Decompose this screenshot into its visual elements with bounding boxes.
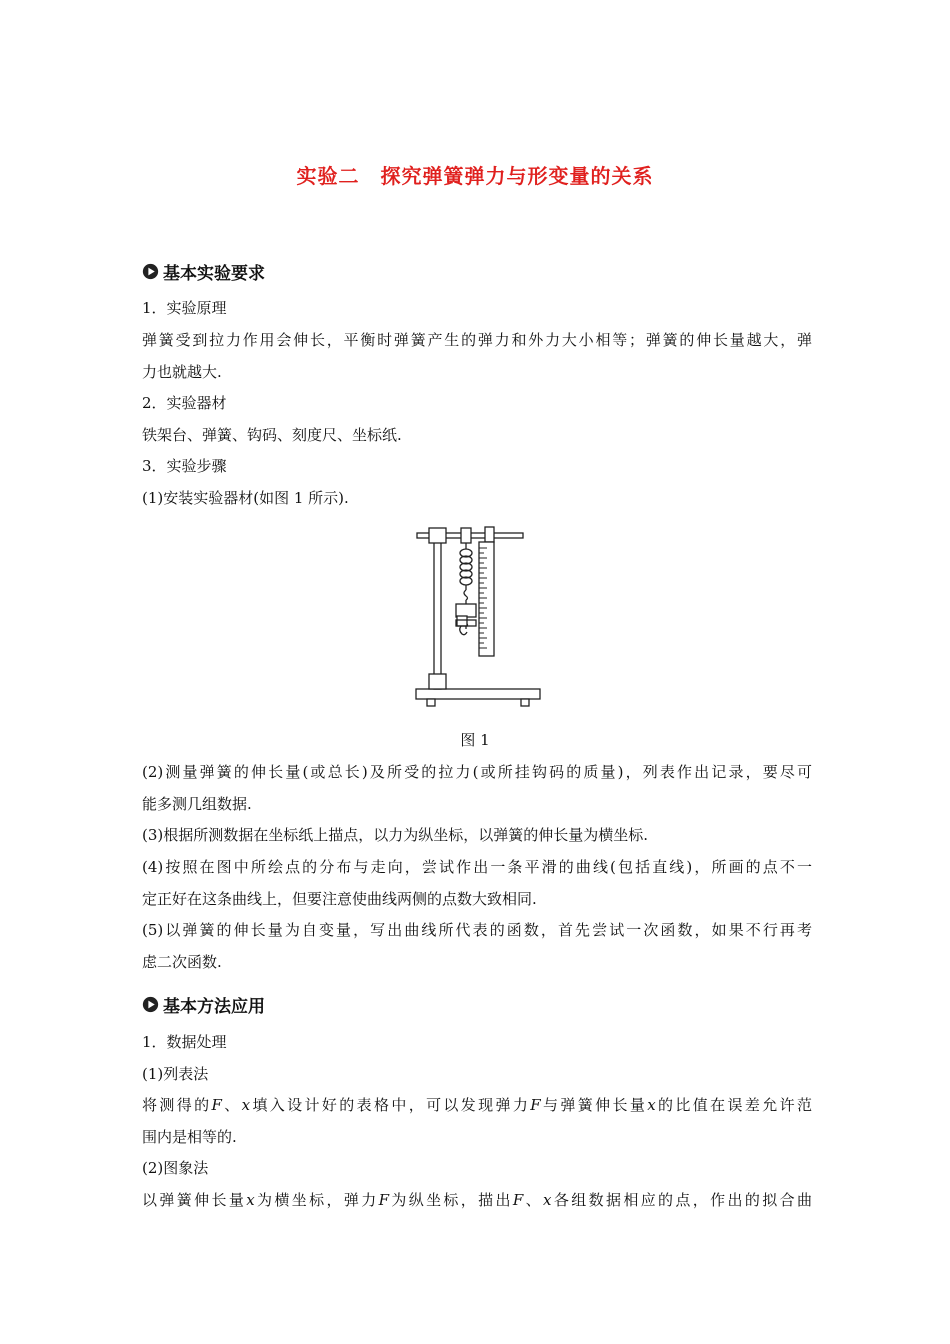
step-4-line2: 定正好在这条曲线上，但要注意使曲线两侧的点数大致相同. <box>142 890 537 908</box>
item-principle-heading: 1．实验原理 <box>142 299 227 317</box>
apparatus-diagram <box>413 518 543 714</box>
step-3-text: (3)根据所测数据在坐标纸上描点，以力为纵坐标，以弹簧的伸长量为横坐标. <box>142 826 649 844</box>
section-heading-label: 基本方法应用 <box>163 997 265 1017</box>
table-method-line2: 围内是相等的. <box>142 1128 237 1146</box>
item-graph-method-heading: (2)图象法 <box>142 1159 209 1177</box>
item-table-method-heading: (1)列表法 <box>142 1065 209 1083</box>
page-title: 实验二 探究弹簧弹力与形变量的关系 <box>296 164 654 188</box>
step-2-line1: (2)测量弹簧的伸长量(或总长)及所受的拉力(或所挂钩码的质量)，列表作出记录，要尽可 <box>142 763 812 781</box>
section-heading-method-application <box>142 992 265 1017</box>
play-circle-icon <box>142 263 159 280</box>
figure-caption: 图 1 <box>460 731 490 749</box>
equipment-text: 铁架台、弹簧、钩码、刻度尺、坐标纸. <box>142 426 402 444</box>
item-equipment-heading: 2．实验器材 <box>142 394 227 412</box>
principle-text-line2: 力也就越大. <box>142 363 222 381</box>
table-method-line1: 将测得的F、x填入设计好的表格中，可以发现弹力F与弹簧伸长量x的比值在误差允许范 <box>142 1096 812 1114</box>
section-heading-label: 基本实验要求 <box>163 264 265 284</box>
step-2-line2: 能多测几组数据. <box>142 795 252 813</box>
step-5-line1: (5)以弹簧的伸长量为自变量，写出曲线所代表的函数，首先尝试一次函数，如果不行再考 <box>142 921 812 939</box>
play-circle-icon <box>142 996 159 1013</box>
item-data-processing-heading: 1．数据处理 <box>142 1033 227 1051</box>
step-5-line2: 虑二次函数. <box>142 953 222 971</box>
principle-text-line1: 弹簧受到拉力作用会伸长，平衡时弹簧产生的弹力和外力大小相等；弹簧的伸长量越大，弹 <box>142 331 812 349</box>
graph-method-line1: 以弹簧伸长量x为横坐标，弹力F为纵坐标，描出F、x各组数据相应的点，作出的拟合曲 <box>142 1191 812 1209</box>
step-1-text: (1)安装实验器材(如图 1 所示). <box>142 489 349 507</box>
item-steps-heading: 3．实验步骤 <box>142 457 227 475</box>
section-heading-basic-requirements <box>142 259 265 284</box>
step-4-line1: (4)按照在图中所绘点的分布与走向，尝试作出一条平滑的曲线(包括直线)，所画的点不一 <box>142 858 812 876</box>
